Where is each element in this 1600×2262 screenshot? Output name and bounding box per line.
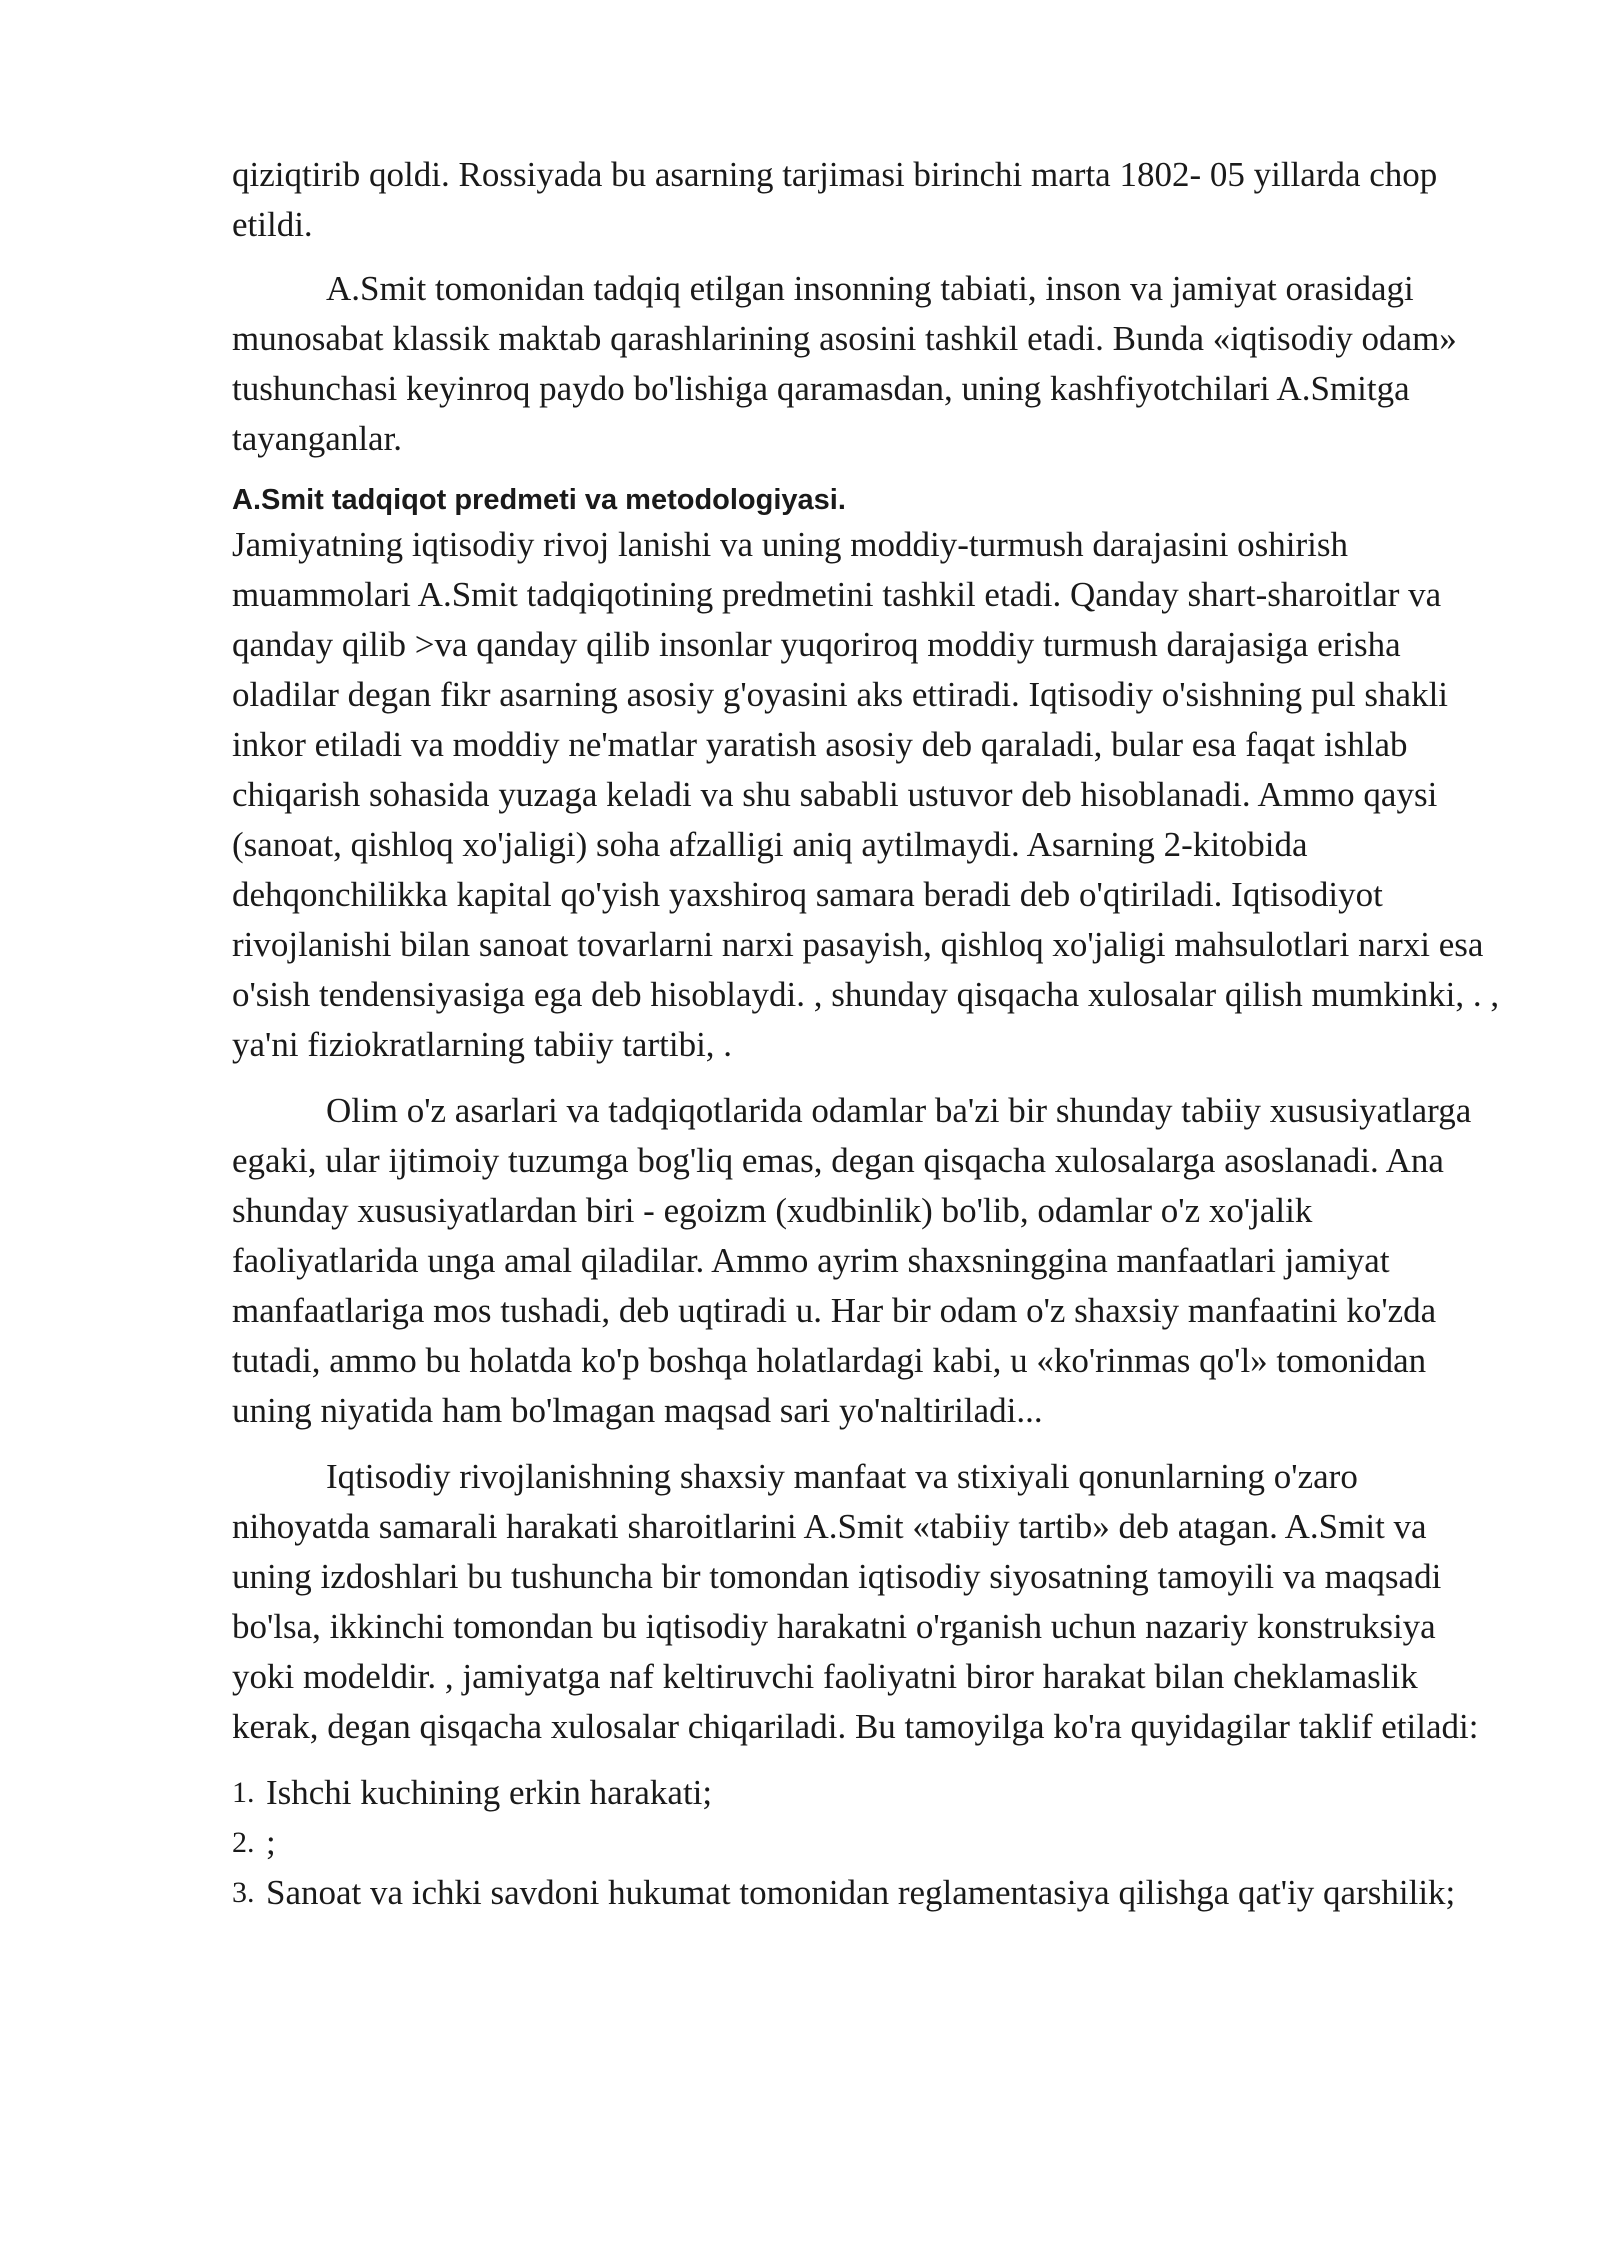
list-item — [232, 1768, 1502, 1818]
proposal-list — [232, 1768, 1502, 1918]
list-item-text: Sanoat va ichki savdoni hukumat tomonidan reglamentasiya qilishga qat'iy qarshilik; — [266, 1873, 1456, 1912]
list-number: 2. — [232, 1826, 255, 1859]
list-item — [232, 1818, 1502, 1868]
list-number: 1. — [232, 1776, 255, 1809]
paragraph-nature-of-man: A.Smit tomonidan tadqiq etilgan insonning tabiati, inson va jamiyat orasidagi munosabat klassik maktab qarashlarining asosini tashkil etadi. Bunda «iqtisodiy odam» tushunchasi keyinroq paydo bo'lishiga qaramasdan, uning kashfiyotchilari A.Smitga tayanganlar. — [232, 269, 1457, 458]
list-number: 3. — [232, 1876, 255, 1909]
list-item — [232, 1868, 1502, 1918]
paragraph-research-subject: Jamiyatning iqtisodiy rivoj lanishi va uning moddiy-turmush darajasini oshirish muammolari A.Smit tadqiqotining predmetini tashkil etadi. Qanday shart-sharoitlar va qanday qilib >va qanday qilib insonlar yuqoriroq moddiy turmush darajasiga erisha oladilar degan fikr asarning asosiy g'oyasini aks ettiradi. Iqtisodiy o'sishning pul shakli inkor etiladi va moddiy ne'matlar yaratish asosiy deb qaraladi, bular esa faqat ishlab chiqarish sohasida yuzaga keladi va shu sababli ustuvor deb hisoblanadi. Ammo qaysi (sanoat, qishloq xo'jaligi) soha afzalligi aniq aytilmaydi. Asarning 2-kitobida dehqonchilikka kapital qo'yish yaxshiroq samara beradi deb o'qtiriladi. Iqtisodiyot rivojlanishi bilan sanoat tovarlarni narxi pasayish, qishloq xo'jaligi mahsulotlari narxi esa o'sish tendensiyasiga ega deb hisoblaydi. , shunday qisqacha xulosalar qilish mumkinki, . , ya'ni fiziokratlarning tabiiy tartibi, . — [232, 525, 1500, 1064]
list-item-text: Ishchi kuchining erkin harakati; — [266, 1773, 713, 1812]
list-item-text: ; — [266, 1823, 276, 1862]
paragraph-egoism: Olim o'z asarlari va tadqiqotlarida odamlar ba'zi bir shunday tabiiy xususiyatlarga egaki, ular ijtimoiy tuzumga bog'liq emas, degan qisqacha xulosalarga asoslanadi. Ana shunday xususiyatlardan biri - egoizm (xudbinlik) bo'lib, odamlar o'z xo'jalik faoliyatlarida unga amal qiladilar. Ammo ayrim shaxsninggina manfaatlari jamiyat manfaatlariga mos tushadi, deb uqtiradi u. Har bir odam o'z shaxsiy manfaatini ko'zda tutadi, ammo bu holatda ko'p boshqa holatlardagi kabi, u «ko'rinmas qo'l» tomonidan uning niyatida ham bo'lmagan maqsad sari yo'naltiriladi... — [232, 1091, 1472, 1430]
paragraph-continuation: qiziqtirib qoldi. Rossiyada bu asarning tarjimasi birinchi marta 1802- 05 yillarda chop etildi. — [232, 155, 1438, 244]
document-body — [232, 150, 1502, 1918]
section-heading: A.Smit tadqiqot predmeti va metodologiyasi. — [232, 484, 846, 516]
paragraph-natural-order: Iqtisodiy rivojlanishning shaxsiy manfaat va stixiyali qonunlarning o'zaro nihoyatda samarali harakati sharoitlarini A.Smit «tabiiy tartib» deb atagan. A.Smit va uning izdoshlari bu tushuncha bir tomondan iqtisodiy siyosatning tamoyili va maqsadi bo'lsa, ikkinchi tomondan bu iqtisodiy harakatni o'rganish uchun nazariy konstruksiya yoki modeldir. , jamiyatga naf keltiruvchi faoliyatni biror harakat bilan cheklamaslik kerak, degan qisqacha xulosalar chiqariladi. Bu tamoyilga ko'ra quyidagilar taklif etiladi: — [232, 1457, 1479, 1746]
